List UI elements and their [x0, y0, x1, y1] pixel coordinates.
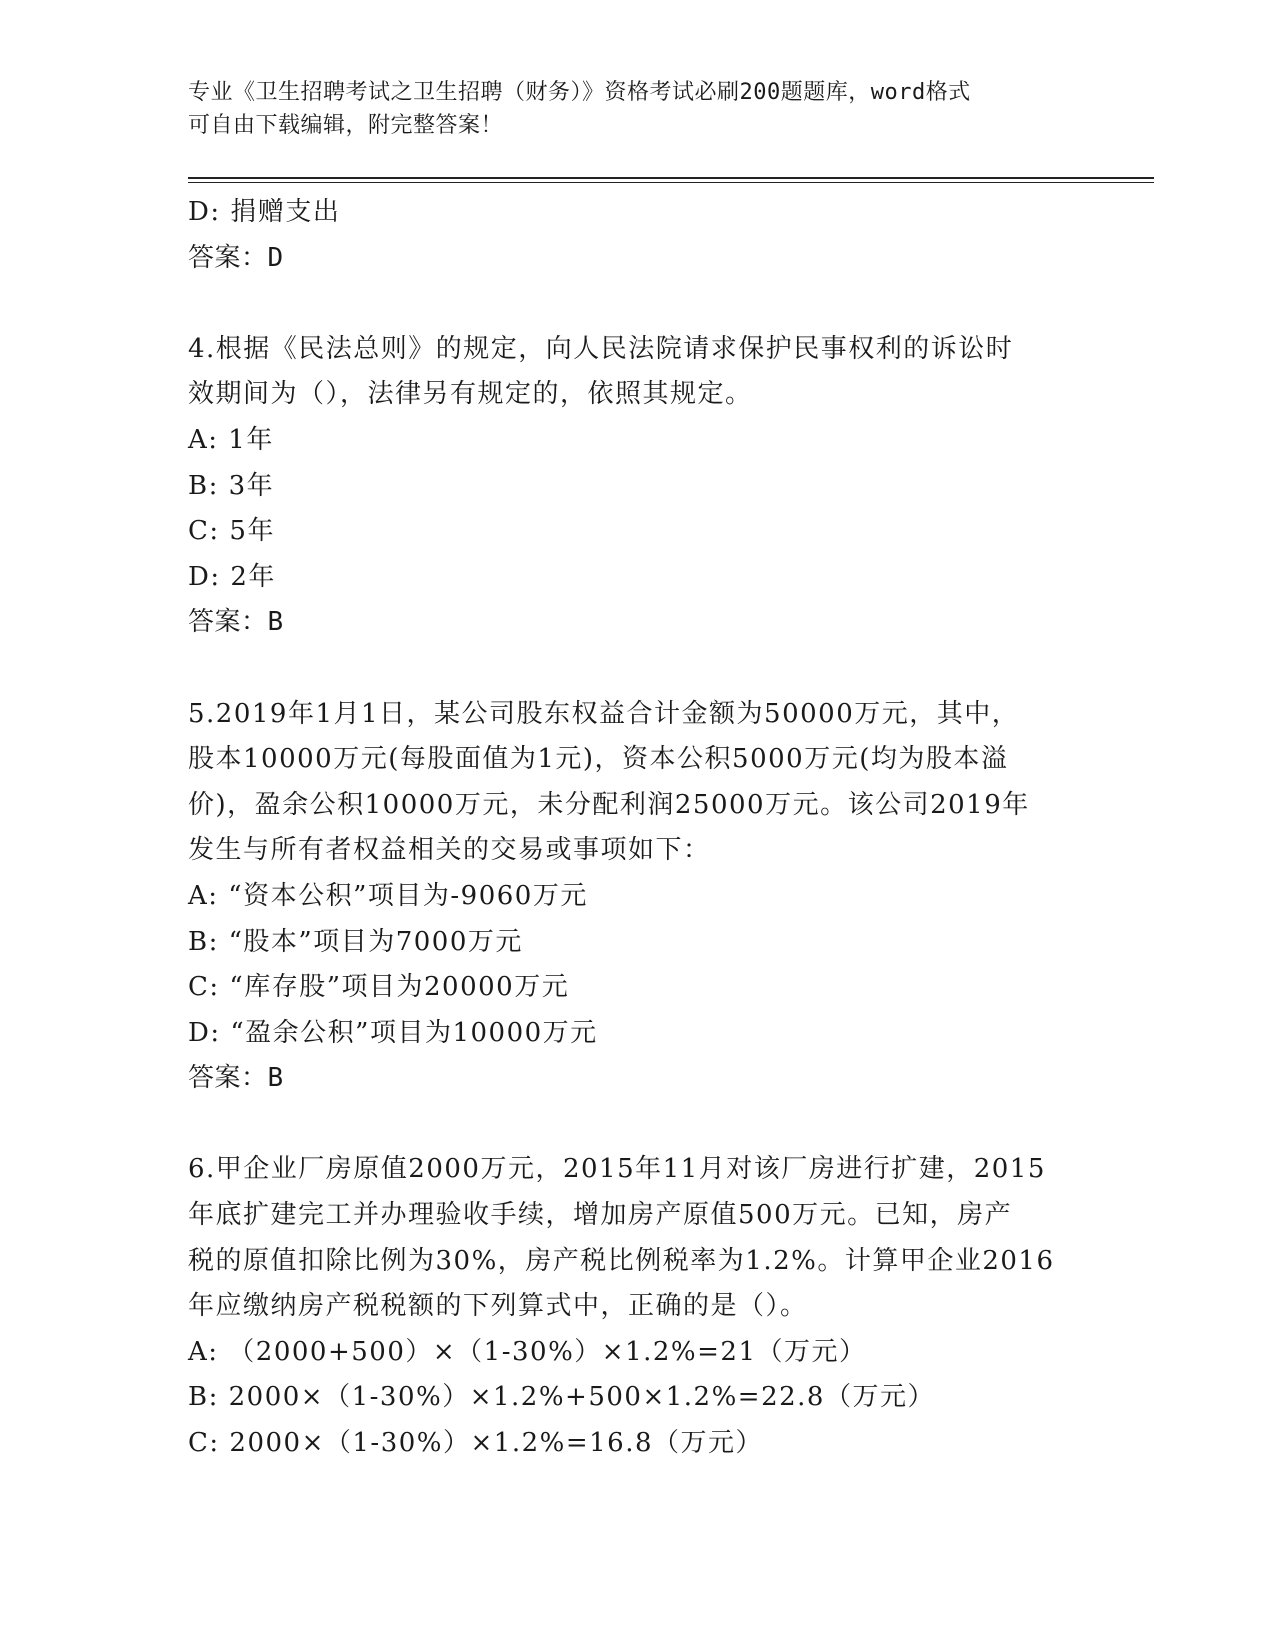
q4-answer: 答案：B: [188, 607, 284, 638]
header-divider-thin: [188, 182, 1154, 183]
q6-stem-line: 6.甲企业厂房原值2000万元，2015年11月对该厂房进行扩建，2015: [188, 1154, 1046, 1185]
question-5: [188, 692, 1088, 1102]
header-line-2: 可自由下载编辑，附完整答案！: [188, 113, 504, 138]
q6-stem-line: 年应缴纳房产税税额的下列算式中，正确的是（）。: [188, 1291, 808, 1322]
q4-option-a: A: 1年: [188, 424, 274, 455]
q6-stem-line: 税的原值扣除比例为30%，房产税比例税率为1.2%。计算甲企业2016: [188, 1245, 1055, 1276]
q4-stem-line: 效期间为（），法律另有规定的，依照其规定。: [188, 379, 753, 410]
q5-stem-line: 价)，盈余公积10000万元，未分配利润25000万元。该公司2019年: [188, 789, 1030, 820]
q4-option-d: D: 2年: [188, 561, 276, 592]
question-6: [188, 1147, 1088, 1466]
q4-option-c: C: 5年: [188, 516, 275, 547]
q5-option-a: A: “资本公积”项目为-9060万元: [188, 880, 588, 911]
q4-stem-line: 4.根据《民法总则》的规定，向人民法院请求保护民事权利的诉讼时: [188, 333, 1014, 364]
q5-stem-line: 5.2019年1月1日，某公司股东权益合计金额为50000万元，其中，: [188, 698, 1020, 729]
q5-option-b: B: “股本”项目为7000万元: [188, 926, 523, 957]
header-line-1: 专业《卫生招聘考试之卫生招聘（财务）》资格考试必刷200题题库，word格式: [188, 80, 971, 105]
question-content: [188, 190, 1088, 1467]
q6-option-b: B: 2000×（1-30%）×1.2%+500×1.2%=22.8（万元）: [188, 1382, 935, 1413]
q5-stem-line: 股本10000万元(每股面值为1元)，资本公积5000万元(均为股本溢: [188, 744, 1009, 775]
question-4: [188, 327, 1088, 646]
document-header: [188, 76, 1088, 142]
header-divider: [188, 177, 1154, 179]
q6-option-c: C: 2000×（1-30%）×1.2%=16.8（万元）: [188, 1428, 764, 1459]
q5-option-d: D: “盈余公积”项目为10000万元: [188, 1017, 598, 1048]
q5-answer: 答案：B: [188, 1063, 284, 1094]
q5-option-c: C: “库存股”项目为20000万元: [188, 972, 570, 1003]
q3-answer: 答案：D: [188, 242, 284, 273]
q3-option-d: D: 捐赠支出: [188, 197, 341, 227]
q6-stem-line: 年底扩建完工并办理验收手续，增加房产原值500万元。已知，房产: [188, 1200, 1013, 1231]
q5-stem-line: 发生与所有者权益相关的交易或事项如下：: [188, 835, 711, 866]
q4-option-b: B: 3年: [188, 470, 275, 501]
q6-option-a: A: （2000+500）×（1-30%）×1.2%=21（万元）: [188, 1336, 867, 1367]
